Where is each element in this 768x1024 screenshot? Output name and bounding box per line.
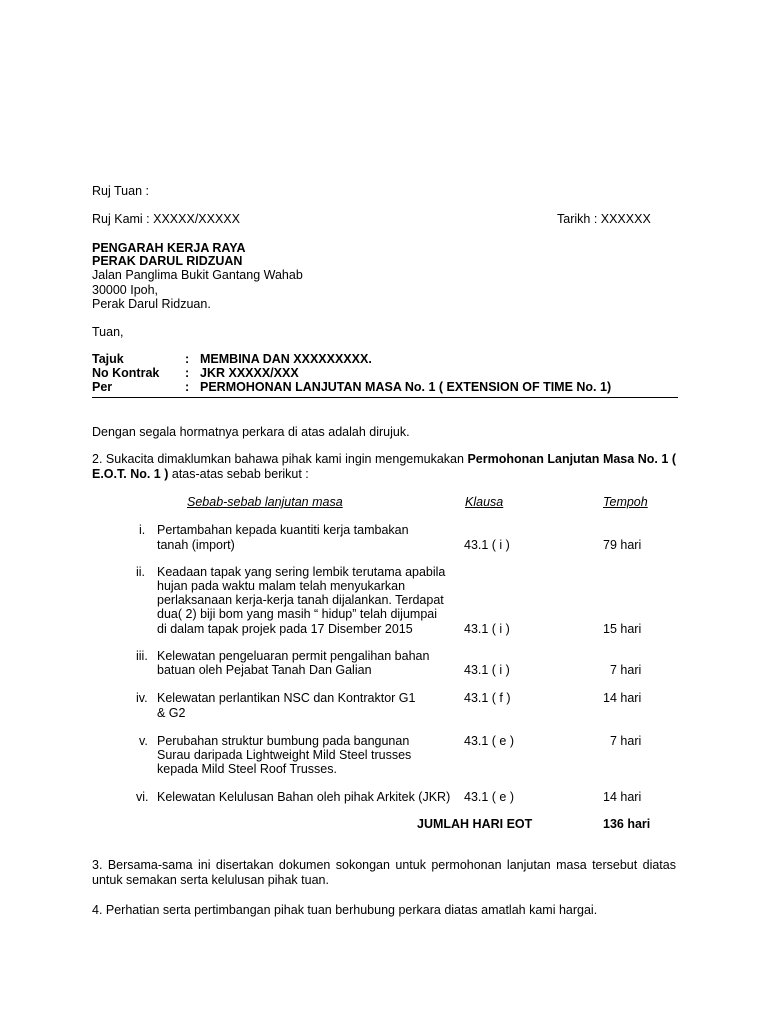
row-clause: 43.1 ( f ) <box>464 691 511 705</box>
header-duration: Tempoh <box>603 495 648 509</box>
row-number: iv. <box>136 691 148 705</box>
row-number: v. <box>139 734 148 748</box>
subject-divider <box>92 397 678 398</box>
paragraph-2 <box>92 452 676 481</box>
subject-label-per: Per <box>92 380 113 394</box>
row-reason-line: Surau daripada Lightweight Mild Steel trusses <box>157 748 412 762</box>
address-line-5: Perak Darul Ridzuan. <box>92 297 211 311</box>
paragraph-1: Dengan segala hormatnya perkara di atas adalah dirujuk. <box>92 425 410 439</box>
subject-colon: : <box>185 366 190 380</box>
row-reason-line: Perubahan struktur bumbung pada bangunan <box>157 734 410 748</box>
tarikh: Tarikh : XXXXXX <box>557 212 651 226</box>
row-duration: 14 hari <box>603 691 642 705</box>
row-duration: 14 hari <box>603 790 642 804</box>
row-clause: 43.1 ( e ) <box>464 790 515 804</box>
row-reason-line: Kelewatan pengeluaran permit pengalihan bahan <box>157 649 430 663</box>
row-number: vi. <box>136 790 149 804</box>
subject-colon: : <box>185 352 190 366</box>
header-clause: Klausa <box>465 495 504 509</box>
row-clause: 43.1 ( i ) <box>464 663 510 677</box>
header-reason: Sebab-sebab lanjutan masa <box>187 495 343 509</box>
address-line-4: 30000 Ipoh, <box>92 283 159 297</box>
row-reason-line: Kelewatan perlantikan NSC dan Kontraktor G1 <box>157 691 416 705</box>
subject-label-kontrak: No Kontrak <box>92 366 160 380</box>
paragraph-2-text: atas-atas sebab berikut : <box>168 466 309 481</box>
row-reason-line: Kelewatan Kelulusan Bahan oleh pihak Arkitek (JKR) <box>157 790 451 804</box>
subject-label-tajuk: Tajuk <box>92 352 124 366</box>
row-reason-line: dua( 2) biji bom yang masih “ hidup” telah dijumpai <box>157 607 438 621</box>
row-duration: 7 hari <box>610 663 642 677</box>
row-reason-line: di dalam tapak projek pada 17 Disember 2015 <box>157 622 413 636</box>
address-line-1: PENGARAH KERJA RAYA <box>92 241 246 255</box>
paragraph-2-bold: Permohonan Lanjutan Masa <box>467 452 635 466</box>
address-line-3: Jalan Panglima Bukit Gantang Wahab <box>92 268 303 282</box>
row-reason-line: perlaksanaan kerja-kerja tanah dijalankan. Terdapat <box>157 593 444 607</box>
row-reason-line: kepada Mild Steel Roof Trusses. <box>157 762 337 776</box>
paragraph-3: 3. Bersama-sama ini disertakan dokumen sokongan untuk permohonan lanjutan masa tersebut diatas untuk semakan serta kelulusan pihak tuan. <box>92 858 676 887</box>
subject-value-tajuk: MEMBINA DAN XXXXXXXXX. <box>200 352 372 366</box>
row-number: iii. <box>136 649 148 663</box>
address-line-2: PERAK DARUL RIDZUAN <box>92 254 243 268</box>
row-number: ii. <box>136 565 146 579</box>
ruj-tuan: Ruj Tuan : <box>92 184 149 198</box>
row-reason-line: Pertambahan kepada kuantiti kerja tambakan <box>157 523 409 537</box>
row-number: i. <box>139 523 146 537</box>
salutation: Tuan, <box>92 325 124 339</box>
subject-value-kontrak: JKR XXXXX/XXX <box>200 366 299 380</box>
row-reason-line: Keadaan tapak yang sering lembik terutama apabila <box>157 565 446 579</box>
row-duration: 7 hari <box>610 734 642 748</box>
total-label: JUMLAH HARI EOT <box>417 817 533 831</box>
row-duration: 79 hari <box>603 538 642 552</box>
row-duration: 15 hari <box>603 622 642 636</box>
row-reason-line: batuan oleh Pejabat Tanah Dan Galian <box>157 663 372 677</box>
row-clause: 43.1 ( i ) <box>464 622 510 636</box>
row-reason-line: & G2 <box>157 706 186 720</box>
paragraph-2-text: 2. Sukacita dimaklumkan bahawa pihak kami ingin mengemukakan <box>92 452 468 466</box>
subject-value-per: PERMOHONAN LANJUTAN MASA No. 1 ( EXTENSION OF TIME No. 1) <box>200 380 612 394</box>
paragraph-2-bold: No. 1 ( E.O.T. No. 1 ) <box>92 452 676 481</box>
total-value: 136 hari <box>603 817 651 831</box>
row-clause: 43.1 ( e ) <box>464 734 515 748</box>
row-reason-line: tanah (import) <box>157 538 235 552</box>
ruj-kami: Ruj Kami : XXXXX/XXXXX <box>92 212 240 226</box>
subject-colon: : <box>185 380 190 394</box>
row-reason-line: hujan pada waktu malam telah menyukarkan <box>157 579 406 593</box>
row-clause: 43.1 ( i ) <box>464 538 510 552</box>
paragraph-4: 4. Perhatian serta pertimbangan pihak tuan berhubung perkara diatas amatlah kami hargai. <box>92 903 598 917</box>
